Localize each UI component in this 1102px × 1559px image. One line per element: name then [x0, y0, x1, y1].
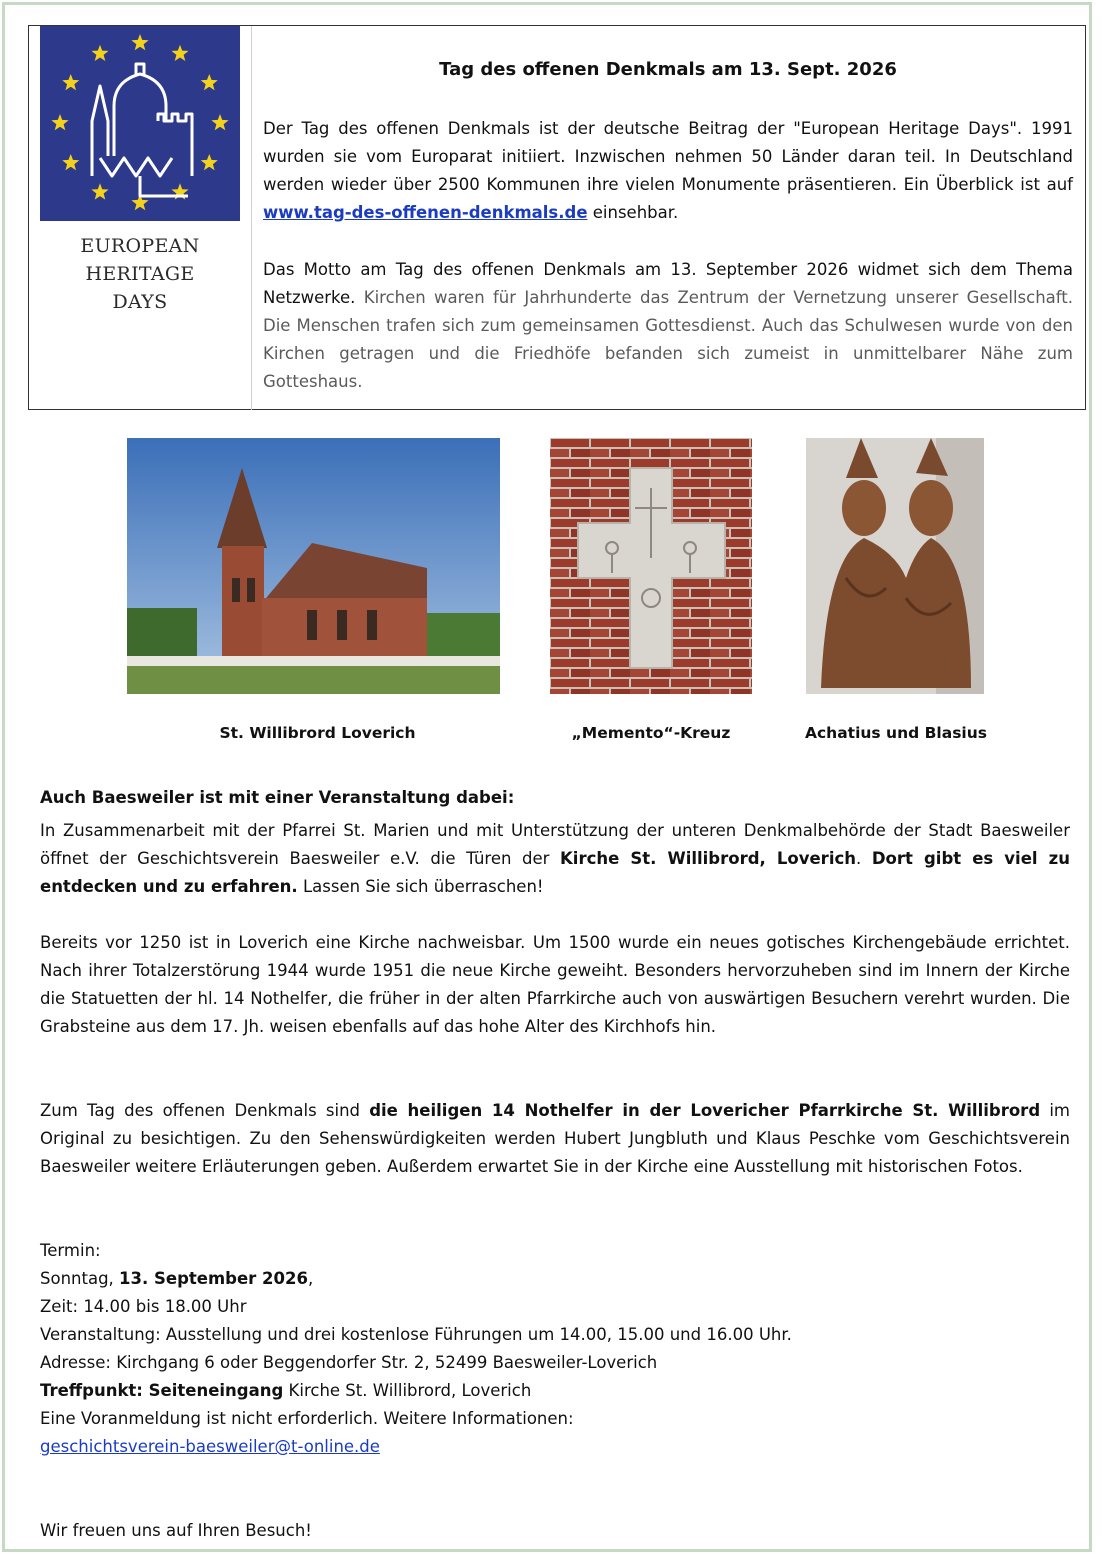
cooperation-text-sep: .	[856, 849, 872, 868]
page-title: Tag des offenen Denkmals am 13. Sept. 2026	[439, 59, 897, 80]
nothelfer-bold: die heiligen 14 Nothelfer in der Lovericher Pfarrkirche St. Willibrord	[369, 1101, 1041, 1120]
motto-paragraph	[263, 256, 1073, 396]
memento-cross-photo	[550, 438, 752, 694]
logo-line-2: HERITAGE	[85, 263, 195, 285]
cooperation-paragraph	[40, 817, 1070, 901]
photo-caption-statues: Achatius und Blasius	[804, 724, 987, 742]
discover-bold: Dort gibt es viel zu entdecken und zu erfahren.	[40, 849, 1070, 896]
photo-caption-church: St. Willibrord Loverich	[219, 724, 416, 742]
meeting-entrance-bold: Seiteneingang	[142, 1381, 284, 1400]
date-bold: 13. September 2026	[119, 1269, 308, 1288]
termin-meeting-point	[40, 1377, 1070, 1405]
intro-paragraph	[263, 115, 1073, 227]
european-heritage-days-logo-icon	[40, 26, 240, 221]
motto-text: Das Motto am Tag des offenen Denkmals am 13. September 2026 widmet sich dem Thema Netzwerke.	[263, 260, 1073, 307]
nothelfer-text-end: im Original zu besichtigen. Zu den Sehenswürdigkeiten werden Hubert Jungbluth und Klaus Peschke vom Geschichtsverein Baesweiler weitere Erläuterungen geben. Außerdem erwartet Sie in der Kirche eine Ausstellung mit historischen Fotos.	[40, 1101, 1070, 1176]
termin-label: Termin:	[40, 1241, 101, 1260]
meeting-location-text: Kirche St. Willibrord, Loverich	[283, 1381, 532, 1400]
registration-note: Eine Voranmeldung ist nicht erforderlich. Weitere Informationen:	[40, 1409, 574, 1428]
motto-detail-text: Kirchen waren für Jahrhunderte das Zentrum der Vernetzung unserer Gesellschaft. Die Menschen trafen sich zum gemeinsamen Gottesdienst. Auch das Schulwesen wurde von den Kirchen getragen und die Friedhöfe befanden sich zumeist in unmittelbarer Nähe zum Gotteshaus.	[263, 288, 1074, 391]
meeting-label-bold: Treffpunkt:	[40, 1381, 143, 1400]
nothelfer-paragraph	[40, 1097, 1070, 1181]
logo-line-3: DAYS	[112, 291, 168, 313]
termin-program: Veranstaltung: Ausstellung und drei kostenlose Führungen um 14.00, 15.00 und 16.00 Uhr.	[40, 1325, 792, 1344]
cooperation-text-end: Lassen Sie sich überraschen!	[297, 877, 544, 896]
church-name-bold: Kirche St. Willibrord, Loverich	[560, 849, 857, 868]
history-paragraph: Bereits vor 1250 ist in Loverich eine Kirche nachweisbar. Um 1500 wurde ein neues gotisches Kirchengebäude errichtet. Nach ihrer Totalzerstörung 1944 wurde 1951 die neue Kirche geweiht. Besonders hervorzuheben sind im Innern der Kirche die Statuetten der hl. 14 Nothelfer, die früher in der alten Pfarrkirche auch von auswärtigen Besuchern verehrt wurden. Die Grabsteine aus dem 17. Jh. weisen ebenfalls auf das hohe Alter des Kirchhofs hin.	[40, 933, 1070, 1036]
header-divider	[251, 26, 252, 410]
logo-line-1: EUROPEAN	[80, 235, 200, 257]
termin-time: Zeit: 14.00 bis 18.00 Uhr	[40, 1297, 247, 1316]
closing-line: Wir freuen uns auf Ihren Besuch!	[40, 1521, 312, 1540]
weekday-text: Sonntag,	[40, 1269, 120, 1288]
termin-date	[40, 1265, 1070, 1293]
intro-text: Der Tag des offenen Denkmals ist der deutsche Beitrag der "European Heritage Days". 1991 wurden sie vom Europarat initiiert. Inzwischen nehmen 50 Länder daran teil. In Deutschland werden wieder über 2500 Kommunen ihre vielen Monumente präsentieren. Ein Überblick ist auf	[263, 119, 1073, 194]
event-details	[40, 1237, 1070, 1461]
cooperation-text: In Zusammenarbeit mit der Pfarrei St. Marien und mit Unterstützung der unteren Denkmalbehörde der Stadt Baesweiler öffnet der Geschichtsverein Baesweiler e.V. die Türen der	[40, 821, 1070, 868]
church-photo	[127, 438, 500, 694]
nothelfer-text: Zum Tag des offenen Denkmals sind	[40, 1101, 370, 1120]
logo-wordmark	[40, 232, 240, 316]
denkmal-website-link[interactable]: www.tag-des-offenen-denkmals.de	[263, 203, 588, 222]
photo-caption-cross: „Memento“-Kreuz	[571, 724, 731, 742]
section-heading: Auch Baesweiler ist mit einer Veranstaltung dabei:	[40, 788, 515, 807]
date-comma: ,	[307, 1269, 314, 1288]
contact-email-link[interactable]: geschichtsverein-baesweiler@t-online.de	[40, 1437, 380, 1456]
intro-text-end: einsehbar.	[587, 203, 679, 222]
termin-address: Adresse: Kirchgang 6 oder Beggendorfer Str. 2, 52499 Baesweiler-Loverich	[40, 1353, 658, 1372]
achatius-blasius-photo	[806, 438, 984, 694]
